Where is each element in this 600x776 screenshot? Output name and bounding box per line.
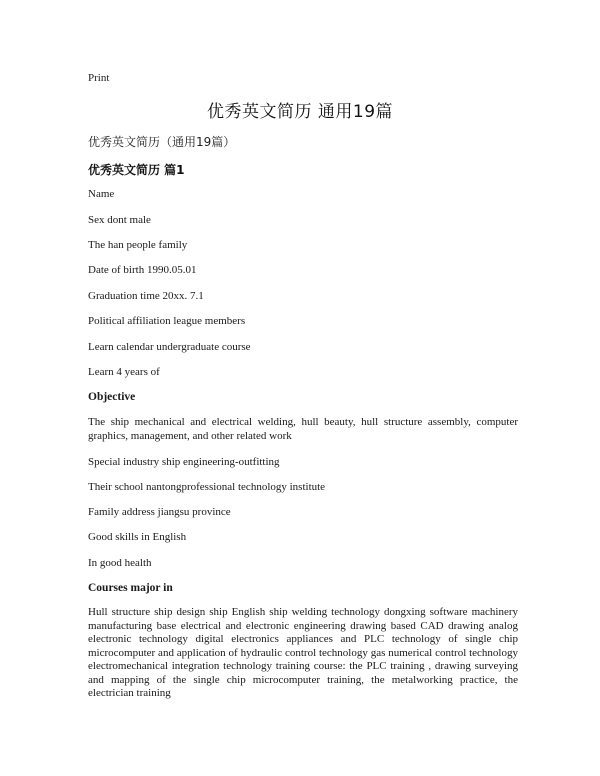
- field-political-affiliation: Political affiliation league members: [88, 315, 246, 327]
- detail-special-industry: Special industry ship engineering-outfitting: [88, 456, 280, 468]
- detail-english-skills: Good skills in English: [88, 531, 187, 543]
- detail-family-address: Family address jiangsu province: [88, 506, 231, 518]
- detail-health: In good health: [88, 557, 152, 569]
- courses-text: Hull structure ship design ship English ship welding technology dongxing software machinery manufacturing base electrical and electronic engineering drawing based CAD drawing analog electronic technology digital electronics appliances and PLC technology of single chip microcomputer and application of hydraulic control technology gas numerical control technology electromechanical integration technology training course: the PLC training , drawing surveying and mapping of the single chip microcomputer training, the metalworking practice, the electrician training: [88, 606, 518, 699]
- detail-school: Their school nantongprofessional technology institute: [88, 481, 326, 493]
- field-date-of-birth: Date of birth 1990.05.01: [88, 264, 197, 276]
- field-learn-calendar: Learn calendar undergraduate course: [88, 341, 251, 353]
- field-graduation-time: Graduation time 20xx. 7.1: [88, 290, 204, 302]
- courses-heading: Courses major in: [88, 582, 173, 594]
- page-title: 优秀英文简历 通用19篇: [206, 102, 394, 122]
- field-learn-years: Learn 4 years of: [88, 366, 160, 378]
- document-subtitle: 优秀英文简历（通用19篇）: [88, 135, 236, 149]
- section-heading: 优秀英文简历 篇1: [88, 163, 185, 177]
- field-name: Name: [88, 188, 115, 200]
- field-family: The han people family: [88, 239, 188, 251]
- print-link[interactable]: Print: [88, 72, 110, 84]
- objective-text: The ship mechanical and electrical welding, hull beauty, hull structure assembly, computer graphics, management, and other related work: [88, 416, 518, 442]
- objective-heading: Objective: [88, 391, 136, 403]
- field-sex: Sex dont male: [88, 214, 151, 226]
